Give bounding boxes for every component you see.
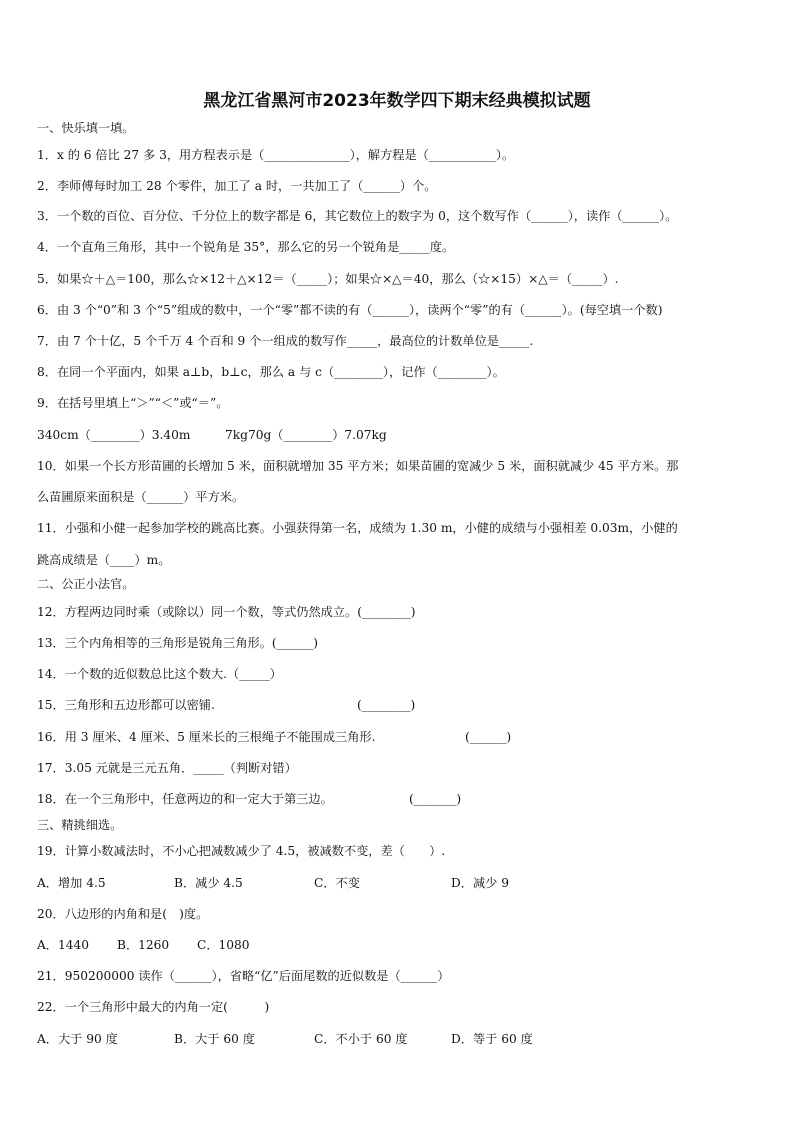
question-15-blank: (________) bbox=[357, 698, 416, 712]
section-heading-1: 一、快乐填一填。 bbox=[37, 121, 135, 135]
question-10-line-2: 么苗圃原来面积是（______）平方米。 bbox=[37, 490, 245, 504]
option-c: C．不变 bbox=[314, 876, 360, 890]
question-18 bbox=[37, 791, 764, 807]
question-13: 13．三个内角相等的三角形是锐角三角形。(______) bbox=[37, 636, 318, 650]
question-18-blank: (_______) bbox=[409, 792, 462, 806]
question-5: 5．如果☆＋△＝100，那么☆×12＋△×12＝（_____）；如果☆×△＝40，那么（☆×15）×△＝（_____）. bbox=[37, 272, 619, 286]
question-22: 22．一个三角形中最大的内角一定( ) bbox=[37, 1000, 270, 1014]
question-18-text: 18．在一个三角形中，任意两边的和一定大于第三边。 bbox=[37, 792, 333, 806]
option-c: C．1080 bbox=[197, 938, 250, 952]
question-14: 14．一个数的近似数总比这个数大.（_____） bbox=[37, 667, 282, 681]
question-20: 20．八边形的内角和是( )度。 bbox=[37, 907, 209, 921]
question-19: 19．计算小数减法时，不小心把减数减少了 4.5，被减数不变，差（ ）. bbox=[37, 844, 446, 858]
option-b: B．大于 60 度 bbox=[174, 1032, 255, 1046]
question-10-line-1: 10．如果一个长方形苗圃的长增加 5 米，面积就增加 35 平方米；如果苗圃的宽减少 5 米，面积就减少 45 平方米。那 bbox=[37, 459, 679, 473]
question-11-line-2: 跳高成绩是（____）m。 bbox=[37, 553, 171, 567]
question-7: 7．由 7 个十亿，5 个千万 4 个百和 9 个一组成的数写作_____，最高位的计数单位是_____. bbox=[37, 334, 534, 348]
question-16 bbox=[37, 729, 764, 745]
question-15-text: 15．三角形和五边形都可以密铺. bbox=[37, 698, 215, 712]
question-16-text: 16．用 3 厘米、4 厘米、5 厘米长的三根绳子不能围成三角形. bbox=[37, 730, 376, 744]
option-c: C．不小于 60 度 bbox=[314, 1032, 408, 1046]
question-3: 3．一个数的百位、百分位、千分位上的数字都是 6，其它数位上的数字为 0，这个数写作（______），读作（______）。 bbox=[37, 209, 678, 223]
question-9: 9．在括号里填上“＞”“＜”或“＝”。 bbox=[37, 396, 229, 410]
question-21: 21．950200000 读作（______），省略“亿”后面尾数的近似数是（______） bbox=[37, 969, 450, 983]
question-8: 8．在同一个平面内，如果 a⊥b，b⊥c，那么 a 与 c（________），记作（________）。 bbox=[37, 365, 505, 379]
option-d: D．减少 9 bbox=[451, 876, 509, 890]
option-b: B．1260 bbox=[117, 938, 170, 952]
question-20-options bbox=[37, 937, 250, 953]
question-15 bbox=[37, 697, 764, 713]
option-a: A．1440 bbox=[37, 938, 90, 952]
option-b: B．减少 4.5 bbox=[174, 876, 243, 890]
section-heading-2: 二、公正小法官。 bbox=[37, 577, 135, 591]
question-17: 17．3.05 元就是三元五角．_____（判断对错） bbox=[37, 761, 297, 775]
question-2: 2．李师傅每时加工 28 个零件，加工了 a 时，一共加工了（______）个。 bbox=[37, 179, 437, 193]
question-4: 4．一个直角三角形，其中一个锐角是 35°，那么它的另一个锐角是_____度。 bbox=[37, 240, 455, 254]
question-9-items bbox=[37, 427, 387, 443]
option-a: A．大于 90 度 bbox=[37, 1032, 118, 1046]
question-9-item-a: 340cm（________）3.40m bbox=[37, 428, 191, 442]
question-19-options bbox=[37, 875, 509, 891]
question-1: 1．x 的 6 倍比 27 多 3，用方程表示是（______________），解方程是（___________）。 bbox=[37, 148, 515, 162]
section-heading-3: 三、精挑细选。 bbox=[37, 818, 123, 832]
question-12: 12．方程两边同时乘（或除以）同一个数，等式仍然成立。(________) bbox=[37, 605, 416, 619]
question-16-blank: (______) bbox=[465, 730, 512, 744]
question-9-item-b: 7kg70g（________）7.07kg bbox=[225, 428, 387, 442]
page-title: 黑龙江省黑河市2023年数学四下期末经典模拟试题 bbox=[203, 91, 591, 111]
question-11-line-1: 11．小强和小健一起参加学校的跳高比赛。小强获得第一名，成绩为 1.30 m，小健的成绩与小强相差 0.03m，小健的 bbox=[37, 521, 678, 535]
option-d: D．等于 60 度 bbox=[451, 1032, 533, 1046]
question-22-options bbox=[37, 1031, 533, 1047]
question-6: 6．由 3 个“0”和 3 个“5”组成的数中，一个“零”都不读的有（______），读两个“零”的有（______）。(每空填一个数) bbox=[37, 303, 663, 317]
option-a: A．增加 4.5 bbox=[37, 876, 106, 890]
